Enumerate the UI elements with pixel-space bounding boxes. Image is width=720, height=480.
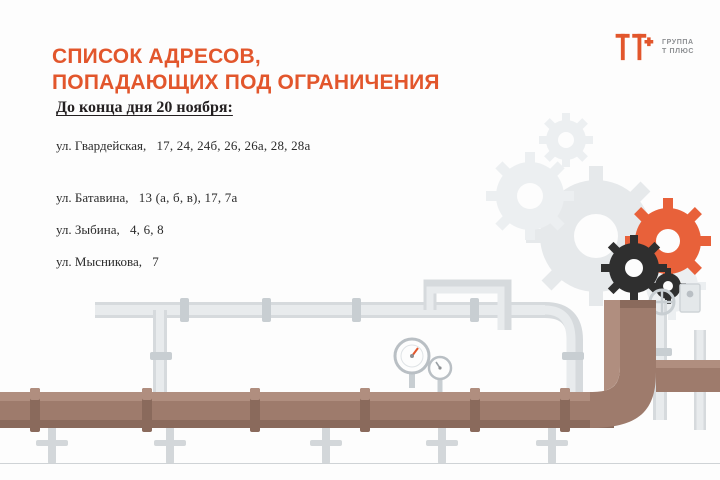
list-item — [56, 222, 526, 238]
address-list — [56, 138, 526, 270]
list-item — [56, 254, 526, 270]
logo-brand-line2: Т ПЛЮС — [662, 48, 694, 55]
ground-line — [0, 463, 720, 464]
main-brown-pipe — [0, 300, 720, 464]
control-box — [680, 284, 700, 312]
address-numbers: 7 — [152, 254, 159, 269]
address-numbers: 13 (а, б, в), 17, 7а — [138, 190, 238, 205]
pressure-gauge-large — [395, 339, 429, 388]
address-street: ул. Гвардейская, — [56, 138, 147, 153]
page-title — [52, 44, 572, 96]
address-numbers: 4, 6, 8 — [129, 222, 164, 237]
address-street: ул. Батавина, — [56, 190, 129, 205]
logo-brand-line1: ГРУППА — [662, 39, 694, 46]
address-street: ул. Мысникова, — [56, 254, 143, 269]
deadline-subtitle: До конца дня 20 ноября: — [56, 99, 233, 116]
list-item — [56, 190, 526, 206]
page-title-line2: ПОПАДАЮЩИХ ПОД ОГРАНИЧЕНИЯ — [52, 71, 440, 95]
logo — [613, 26, 694, 68]
page-title-line1: СПИСОК АДРЕСОВ, — [52, 45, 261, 69]
address-numbers: 17, 24, 24б, 26, 26а, 28, 28а — [156, 138, 311, 153]
t-plus-logo-icon — [613, 26, 655, 68]
address-street: ул. Зыбина, — [56, 222, 120, 237]
pressure-gauge-small — [429, 357, 451, 394]
logo-wordmark — [662, 38, 694, 56]
list-item — [56, 138, 526, 154]
